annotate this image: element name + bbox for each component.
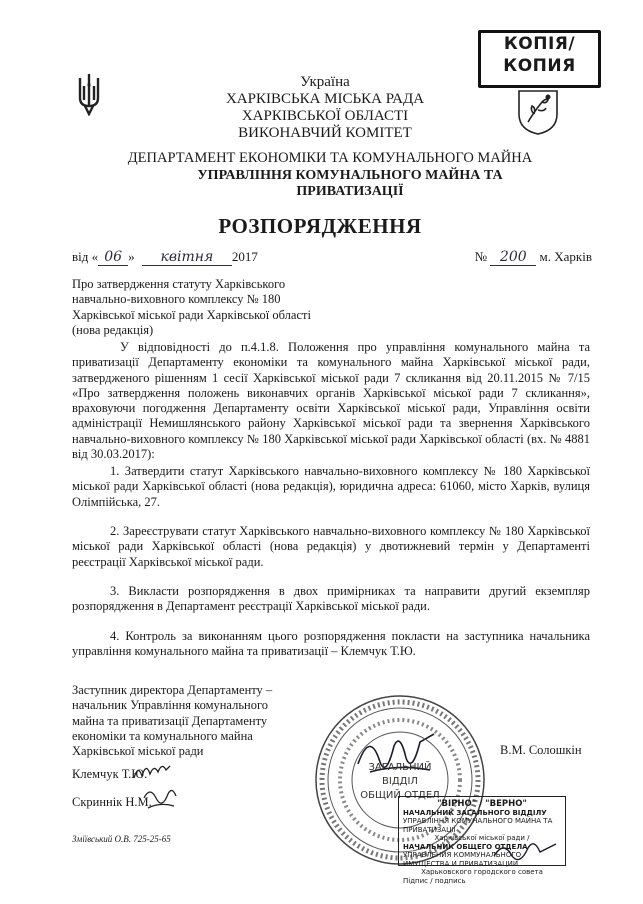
date-day: 06 [98, 250, 128, 266]
verno-line: Харківської міської ради / [434, 834, 530, 842]
position-line: Заступник директора Департаменту – [72, 683, 273, 697]
position-line: майна та приватизації Департаменту [72, 713, 268, 728]
copy-stamp-line1: КОПІЯ/ [503, 34, 576, 54]
subject-line: навчально-виховного комплексу № 180 [72, 292, 281, 307]
verno-line: УПРАВЛІННЯ КОМУНАЛЬНОГО МАЙНА ТА ПРИВАТИЗАЦІЇ [403, 817, 553, 834]
date-year: 2017 [231, 249, 258, 264]
verno-line: Харьковского городского совета [421, 868, 543, 876]
region-label: ХАРКІВСЬКОЇ ОБЛАСТІ [241, 108, 409, 124]
copy-stamp-line2: КОПИЯ [503, 56, 576, 76]
date-month: квітня [142, 250, 232, 266]
department-label: ДЕПАРТАМЕНТ ЕКОНОМІКИ ТА КОМУНАЛЬНОГО МАЙНА [127, 150, 533, 166]
council-label: ХАРКІВСЬКА МІСЬКА РАДА [225, 91, 425, 107]
city-label: м. Харків [539, 249, 592, 264]
signatory-name: В.М. Солошкін [500, 743, 582, 757]
position-line: економіки та комунального майна [72, 728, 253, 743]
preamble-paragraph: У відповідності до п.4.1.8. Положення про управління комунального майна та приватизації Департаменту економіки та комунального майна Харківської міської ради, затвердженого рішенням 1 сесії Харківської міської ради 7 скликання від 20.11.2015 № 7/15 «Про затвердження положень виконавчих органів Харківської міської ради 7 скликання», враховуючи погодження Департаменту освіти Харківської міської ради, Управління освіти адміністрації Немишлянського району Харківської міської ради та звернення Харківського навчально-виховного комплексу № 180 Харківської міської ради Харківської області (вх. № 4881 від 30.03.2017): [72, 340, 590, 462]
country-label: Україна [300, 74, 350, 90]
signature-skrynnik-icon [140, 784, 180, 814]
order-number: 200 [490, 250, 536, 266]
signature-verno-icon [490, 836, 560, 866]
verno-line: НАЧАЛЬНИК ЗАГАЛЬНОГО ВІДДІЛУ [403, 808, 547, 817]
order-item-4: 4. Контроль за виконанням цього розпорядження покласти на заступника начальника управління комунального майна та приватизації – Клемчук Т.Ю. [72, 629, 590, 659]
verno-title: "ВІРНО" / "ВЕРНО" [437, 799, 527, 809]
trident-emblem-icon [74, 72, 104, 116]
date-line [72, 249, 592, 266]
seal-line3: ОБЩИЙ ОТДЕЛ [360, 790, 440, 801]
subject-block [72, 277, 372, 338]
verno-line: УПРАВЛЕНИЯ КОММУНАЛЬНОГО ИМУЩЕСТВА И ПРИВАТИЗАЦИИ [403, 851, 522, 868]
date-prefix: від « [72, 249, 99, 264]
subject-line: Про затвердження статуту Харківського [72, 277, 286, 291]
signatory-position [72, 683, 332, 759]
subject-line: (нова редакція) [72, 322, 154, 337]
office-line1: УПРАВЛІННЯ КОМУНАЛЬНОГО МАЙНА ТА [197, 168, 503, 183]
approval-klemchuk: Клемчук Т.Ю. [72, 767, 148, 781]
document-title: РОЗПОРЯДЖЕННЯ [218, 214, 422, 238]
number-block [475, 249, 592, 266]
order-item-2: 2. Зареєструвати статут Харківського навчально-виховного комплексу № 180 Харківської міської ради Харківської області (нова редакція) у двотижневий термін у Департаменті реєстрації Харківської міської ради. [72, 524, 590, 569]
executor-note: Зміївський О.В. 725-25-65 [72, 834, 171, 844]
kharkiv-coat-of-arms-icon [516, 88, 560, 136]
position-line: начальник Управління комунального [72, 698, 269, 713]
date-mid: » [128, 249, 135, 264]
office-line2: ПРИВАТИЗАЦІЇ [296, 184, 404, 199]
letterhead [200, 74, 450, 142]
order-item-1: 1. Затвердити статут Харківського навчально-виховного комплексу № 180 Харківської міської ради Харківської області (нова редакція), юридична адреса: 61060, місто Харків, вулиця Олімпійська, 27. [72, 464, 590, 509]
number-label: № [474, 249, 488, 264]
signature-klemchuk-icon [130, 758, 174, 784]
order-item-3: 3. Викласти розпорядження в двох примірниках та направити другий екземпляр розпорядження в Департамент реєстрації Харківської міської ради. [72, 584, 590, 614]
seal-line1: ЗАГАЛЬНИЙ [368, 762, 432, 773]
verno-sign-label: Підпис / подпись [403, 876, 466, 885]
position-line: Харківської міської ради [72, 744, 204, 759]
verno-line: НАЧАЛЬНИК ОБЩЕГО ОТДЕЛА [403, 842, 528, 851]
subject-line: Харківської міської ради Харківської області [72, 307, 311, 322]
copy-stamp [478, 30, 601, 88]
office-label [150, 168, 550, 200]
approval-skrynnik: Скриннік Н.М. [72, 795, 152, 809]
committee-label: ВИКОНАВЧИЙ КОМІТЕТ [238, 125, 412, 141]
seal-line2: ВІДДІЛ [382, 776, 418, 787]
